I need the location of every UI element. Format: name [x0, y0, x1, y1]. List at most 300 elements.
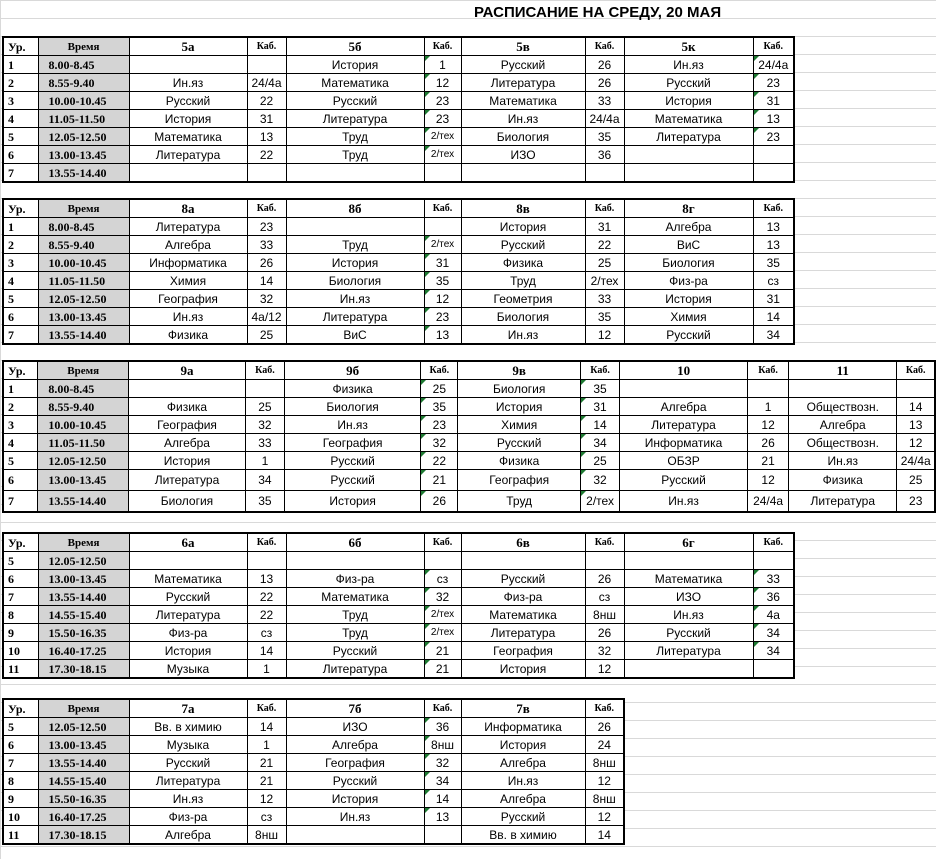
lesson-row [3, 754, 624, 772]
class-header: 6в [461, 533, 585, 552]
lesson-time: 12.05-12.50 [38, 290, 129, 308]
lesson-row [3, 326, 794, 345]
lesson-row [3, 272, 794, 290]
subject-cell: Русский [129, 588, 247, 606]
room-cell: 26 [748, 434, 789, 452]
lesson-row [3, 308, 794, 326]
lesson-time: 15.50-16.35 [38, 624, 129, 642]
subject-cell: Биология [624, 254, 753, 272]
subject-cell: Ин.яз [789, 452, 897, 470]
room-cell: 13 [424, 808, 461, 826]
subject-cell: Алгебра [789, 416, 897, 434]
lesson-time: 8.55-9.40 [38, 398, 129, 416]
room-cell: 23 [753, 74, 794, 92]
room-cell: 31 [585, 218, 624, 236]
subject-cell: Русский [286, 642, 424, 660]
subject-cell: Физика [284, 380, 421, 398]
lesson-row [3, 718, 624, 736]
room-header: Каб. [424, 37, 461, 56]
subject-cell: Физ-ра [286, 570, 424, 588]
subject-cell: Ин.яз [624, 56, 753, 74]
room-cell [897, 380, 935, 398]
subject-cell: Алгебра [286, 736, 424, 754]
schedule-title: РАСПИСАНИЕ НА СРЕДУ, 20 МАЯ [474, 4, 722, 21]
room-cell [247, 164, 286, 183]
subject-cell: Математика [461, 606, 585, 624]
room-cell: 1 [247, 736, 286, 754]
lesson-time: 17.30-18.15 [38, 826, 129, 845]
subject-cell: Алгебра [461, 790, 585, 808]
lesson-number: 4 [3, 272, 38, 290]
room-cell: 33 [247, 236, 286, 254]
subject-cell: Физ-ра [129, 624, 247, 642]
room-cell: 23 [897, 491, 935, 513]
room-cell: 33 [585, 92, 624, 110]
subject-cell [624, 146, 753, 164]
subject-cell [286, 218, 424, 236]
class-header: 5б [286, 37, 424, 56]
room-cell: 34 [424, 772, 461, 790]
room-cell: 21 [247, 772, 286, 790]
lesson-number: 5 [3, 718, 38, 736]
room-cell: 13 [753, 110, 794, 128]
room-cell: 26 [585, 56, 624, 74]
room-cell: 21 [424, 642, 461, 660]
room-cell: 35 [581, 380, 620, 398]
room-cell: 22 [247, 588, 286, 606]
room-header: Каб. [753, 37, 794, 56]
room-cell: 21 [748, 452, 789, 470]
lesson-number: 3 [3, 254, 38, 272]
lesson-row [3, 236, 794, 254]
subject-cell: Литература [286, 110, 424, 128]
lesson-number: 7 [3, 164, 38, 183]
room-header: Каб. [247, 699, 286, 718]
lesson-number: 6 [3, 470, 38, 491]
room-header: Каб. [424, 699, 461, 718]
class-header: 7в [461, 699, 585, 718]
room-cell: 2/тех [424, 236, 461, 254]
lesson-row [3, 588, 794, 606]
lesson-row [3, 452, 935, 470]
subject-cell: Физ-ра [461, 588, 585, 606]
subject-cell: Биология [461, 308, 585, 326]
lesson-time: 13.55-14.40 [38, 491, 129, 513]
lesson-time: 10.00-10.45 [38, 92, 129, 110]
subject-cell: Литература [624, 128, 753, 146]
room-cell: 25 [246, 398, 285, 416]
header-row [3, 37, 794, 56]
room-cell: 24 [585, 736, 624, 754]
room-cell: 8нш [585, 790, 624, 808]
room-cell: 14 [897, 398, 935, 416]
subject-cell: География [461, 642, 585, 660]
subject-cell: География [458, 470, 581, 491]
room-cell: 36 [585, 146, 624, 164]
room-cell [424, 552, 461, 570]
subject-cell: История [458, 398, 581, 416]
room-cell: 1 [247, 660, 286, 679]
subject-cell: Физ-ра [129, 808, 247, 826]
lesson-number: 6 [3, 570, 38, 588]
room-cell: 26 [247, 254, 286, 272]
room-header: Каб. [585, 699, 624, 718]
subject-cell: Русский [461, 56, 585, 74]
room-cell: 23 [424, 92, 461, 110]
subject-cell: Ин.яз [129, 790, 247, 808]
lesson-time: 8.55-9.40 [38, 236, 129, 254]
lesson-number: 7 [3, 491, 38, 513]
room-cell: 12 [247, 790, 286, 808]
room-cell: 13 [247, 570, 286, 588]
subject-cell [620, 380, 748, 398]
subject-cell: Литература [461, 624, 585, 642]
lesson-number: 11 [3, 660, 38, 679]
header-row [3, 533, 794, 552]
subject-cell: История [461, 736, 585, 754]
lesson-row [3, 92, 794, 110]
room-cell [753, 146, 794, 164]
lesson-time: 8.00-8.45 [38, 380, 129, 398]
class-header: 5в [461, 37, 585, 56]
lesson-number: 4 [3, 434, 38, 452]
subject-cell: Алгебра [461, 754, 585, 772]
room-cell: 2/тех [424, 146, 461, 164]
subject-cell: Литература [129, 606, 247, 624]
subject-cell: История [129, 642, 247, 660]
class-header: 11 [789, 361, 897, 380]
class-header: 8г [624, 199, 753, 218]
lesson-time: 12.05-12.50 [38, 452, 129, 470]
subject-cell: Алгебра [128, 434, 245, 452]
room-cell: 13 [753, 218, 794, 236]
subject-cell: Ин.яз [286, 290, 424, 308]
lesson-time: 13.55-14.40 [38, 588, 129, 606]
lesson-number: 10 [3, 642, 38, 660]
room-cell [753, 552, 794, 570]
lesson-number: 4 [3, 110, 38, 128]
time-header: Время [38, 533, 129, 552]
room-cell: 33 [246, 434, 285, 452]
lesson-row [3, 606, 794, 624]
room-cell: 25 [897, 470, 935, 491]
subject-cell: Биология [461, 128, 585, 146]
room-cell: 23 [421, 416, 458, 434]
room-header: Каб. [246, 361, 285, 380]
room-cell: 1 [246, 452, 285, 470]
class-header: 6а [129, 533, 247, 552]
room-cell: 26 [585, 570, 624, 588]
subject-cell: История [624, 290, 753, 308]
room-header: Каб. [585, 199, 624, 218]
subject-cell: География [129, 290, 247, 308]
subject-cell [286, 552, 424, 570]
room-cell: 1 [424, 56, 461, 74]
schedule-table-7а-7б-7в [2, 698, 625, 845]
schedule-table-8а-8б-8в-8г [2, 198, 795, 345]
room-cell: 21 [421, 470, 458, 491]
room-header: Каб. [247, 199, 286, 218]
lesson-row [3, 128, 794, 146]
subject-cell [624, 552, 753, 570]
subject-cell [129, 164, 247, 183]
subject-cell: Математика [129, 128, 247, 146]
lesson-time: 12.05-12.50 [38, 552, 129, 570]
lesson-row [3, 570, 794, 588]
room-cell [247, 552, 286, 570]
lesson-row [3, 790, 624, 808]
room-cell: 13 [247, 128, 286, 146]
room-cell: 21 [247, 754, 286, 772]
lesson-number: 2 [3, 236, 38, 254]
room-cell: 22 [585, 236, 624, 254]
subject-cell: Труд [461, 272, 585, 290]
lesson-row [3, 826, 624, 845]
room-cell: 24/4а [585, 110, 624, 128]
lesson-time: 12.05-12.50 [38, 718, 129, 736]
class-header: 6г [624, 533, 753, 552]
lesson-number: 9 [3, 624, 38, 642]
subject-cell: Ин.яз [620, 491, 748, 513]
room-cell: 14 [247, 718, 286, 736]
lesson-number: 7 [3, 588, 38, 606]
lesson-time: 15.50-16.35 [38, 790, 129, 808]
subject-cell: Алгебра [129, 826, 247, 845]
lesson-row [3, 254, 794, 272]
subject-cell: Физика [129, 326, 247, 345]
lesson-number: 6 [3, 308, 38, 326]
room-cell: 12 [897, 434, 935, 452]
room-cell: 13 [424, 326, 461, 345]
lesson-row [3, 660, 794, 679]
subject-cell [624, 660, 753, 679]
room-cell: 22 [247, 146, 286, 164]
room-cell: 12 [424, 290, 461, 308]
room-header: Каб. [585, 37, 624, 56]
subject-cell [129, 56, 247, 74]
lesson-number: 8 [3, 606, 38, 624]
lesson-time: 8.00-8.45 [38, 218, 129, 236]
subject-cell: Информатика [461, 718, 585, 736]
room-cell: 24/4а [897, 452, 935, 470]
subject-cell: Алгебра [624, 218, 753, 236]
lesson-row [3, 736, 624, 754]
subject-cell: Русский [458, 434, 581, 452]
room-cell: 13 [897, 416, 935, 434]
lesson-header: Ур. [3, 699, 38, 718]
room-cell: 34 [246, 470, 285, 491]
room-cell: 8нш [247, 826, 286, 845]
room-cell: 14 [247, 642, 286, 660]
room-cell: 31 [753, 92, 794, 110]
lesson-number: 10 [3, 808, 38, 826]
room-cell [424, 164, 461, 183]
subject-cell: Математика [286, 588, 424, 606]
room-cell: 25 [421, 380, 458, 398]
subject-cell: Вв. в химию [461, 826, 585, 845]
room-cell: сз [585, 588, 624, 606]
room-cell: 4а [753, 606, 794, 624]
room-cell: 8нш [585, 754, 624, 772]
subject-cell: ИЗО [461, 146, 585, 164]
subject-cell: Алгебра [620, 398, 748, 416]
room-header: Каб. [424, 533, 461, 552]
lesson-number: 3 [3, 416, 38, 434]
subject-cell: Обществозн. [789, 434, 897, 452]
subject-cell: Русский [129, 92, 247, 110]
lesson-time: 14.55-15.40 [38, 772, 129, 790]
time-header: Время [38, 699, 129, 718]
room-header: Каб. [247, 37, 286, 56]
room-cell: 34 [753, 326, 794, 345]
subject-cell: Биология [286, 272, 424, 290]
subject-cell: Литература [789, 491, 897, 513]
subject-cell: Русский [286, 772, 424, 790]
class-header: 9а [128, 361, 245, 380]
subject-cell: География [286, 754, 424, 772]
room-cell: 14 [247, 272, 286, 290]
room-cell: 25 [247, 326, 286, 345]
room-cell: 23 [424, 110, 461, 128]
lesson-row [3, 146, 794, 164]
room-cell: 32 [581, 470, 620, 491]
lesson-time: 8.55-9.40 [38, 74, 129, 92]
subject-cell: Литература [286, 308, 424, 326]
room-cell: 24/4а [247, 74, 286, 92]
room-cell: 12 [424, 74, 461, 92]
lesson-time: 13.00-13.45 [38, 570, 129, 588]
lesson-time: 13.00-13.45 [38, 308, 129, 326]
subject-cell: Труд [458, 491, 581, 513]
class-header: 6б [286, 533, 424, 552]
lesson-row [3, 416, 935, 434]
room-cell: 31 [753, 290, 794, 308]
room-cell: 35 [246, 491, 285, 513]
header-row [3, 361, 935, 380]
lesson-time: 13.55-14.40 [38, 326, 129, 345]
time-header: Время [38, 199, 129, 218]
subject-cell: Русский [624, 74, 753, 92]
lesson-time: 16.40-17.25 [38, 642, 129, 660]
room-cell: 14 [585, 826, 624, 845]
room-cell: сз [247, 624, 286, 642]
room-cell: 24/4а [753, 56, 794, 74]
room-cell [585, 552, 624, 570]
subject-cell: Русский [461, 570, 585, 588]
class-header: 5а [129, 37, 247, 56]
lesson-number: 1 [3, 56, 38, 74]
lesson-row [3, 290, 794, 308]
room-cell [424, 826, 461, 845]
subject-cell: История [284, 491, 421, 513]
lesson-time: 13.00-13.45 [38, 736, 129, 754]
lesson-time: 10.00-10.45 [38, 416, 129, 434]
lesson-time: 10.00-10.45 [38, 254, 129, 272]
room-cell: 32 [424, 588, 461, 606]
lesson-number: 7 [3, 326, 38, 345]
subject-cell: История [461, 660, 585, 679]
room-cell: 34 [753, 642, 794, 660]
lesson-number: 11 [3, 826, 38, 845]
lesson-time: 13.00-13.45 [38, 470, 129, 491]
lesson-number: 3 [3, 92, 38, 110]
lesson-time: 13.00-13.45 [38, 146, 129, 164]
room-cell: 34 [581, 434, 620, 452]
lesson-row [3, 380, 935, 398]
room-cell: 8нш [424, 736, 461, 754]
room-cell: 2/тех [581, 491, 620, 513]
lesson-number: 5 [3, 290, 38, 308]
subject-cell [286, 164, 424, 183]
room-cell: 12 [585, 660, 624, 679]
lesson-number: 8 [3, 772, 38, 790]
lesson-row [3, 552, 794, 570]
subject-cell [789, 380, 897, 398]
class-header: 9б [284, 361, 421, 380]
subject-cell: ВиС [624, 236, 753, 254]
room-cell: 32 [424, 754, 461, 772]
room-cell: 35 [421, 398, 458, 416]
subject-cell [461, 552, 585, 570]
subject-cell: ИЗО [624, 588, 753, 606]
subject-cell: Русский [461, 236, 585, 254]
room-cell [424, 218, 461, 236]
room-cell: 12 [748, 416, 789, 434]
room-cell: 35 [585, 128, 624, 146]
lesson-row [3, 642, 794, 660]
subject-cell: Русский [129, 754, 247, 772]
time-header: Время [38, 361, 129, 380]
room-cell: 32 [247, 290, 286, 308]
room-cell: 8нш [585, 606, 624, 624]
room-cell: 14 [424, 790, 461, 808]
schedule-table-5а-5б-5в-5к [2, 36, 795, 183]
room-cell: сз [753, 272, 794, 290]
subject-cell: Химия [129, 272, 247, 290]
subject-cell: Ин.яз [461, 326, 585, 345]
subject-cell: Музыка [129, 660, 247, 679]
room-cell [753, 164, 794, 183]
subject-cell: Ин.яз [461, 772, 585, 790]
subject-cell: Ин.яз [284, 416, 421, 434]
lesson-header: Ур. [3, 37, 38, 56]
room-cell: 35 [424, 272, 461, 290]
room-cell: 22 [421, 452, 458, 470]
subject-cell: История [129, 110, 247, 128]
room-cell [585, 164, 624, 183]
subject-cell: История [286, 790, 424, 808]
subject-cell: История [461, 218, 585, 236]
room-cell: сз [247, 808, 286, 826]
room-cell: 25 [581, 452, 620, 470]
lesson-time: 14.55-15.40 [38, 606, 129, 624]
subject-cell: Математика [624, 110, 753, 128]
room-header: Каб. [424, 199, 461, 218]
subject-cell [129, 552, 247, 570]
class-header: 5к [624, 37, 753, 56]
room-cell [748, 380, 789, 398]
subject-cell: Труд [286, 606, 424, 624]
room-cell: 2/тех [424, 606, 461, 624]
room-cell: 31 [424, 254, 461, 272]
room-header: Каб. [585, 533, 624, 552]
subject-cell: Труд [286, 624, 424, 642]
room-header: Каб. [748, 361, 789, 380]
room-cell: 36 [424, 718, 461, 736]
subject-cell: Биология [128, 491, 245, 513]
lesson-time: 12.05-12.50 [38, 128, 129, 146]
subject-cell: Информатика [620, 434, 748, 452]
